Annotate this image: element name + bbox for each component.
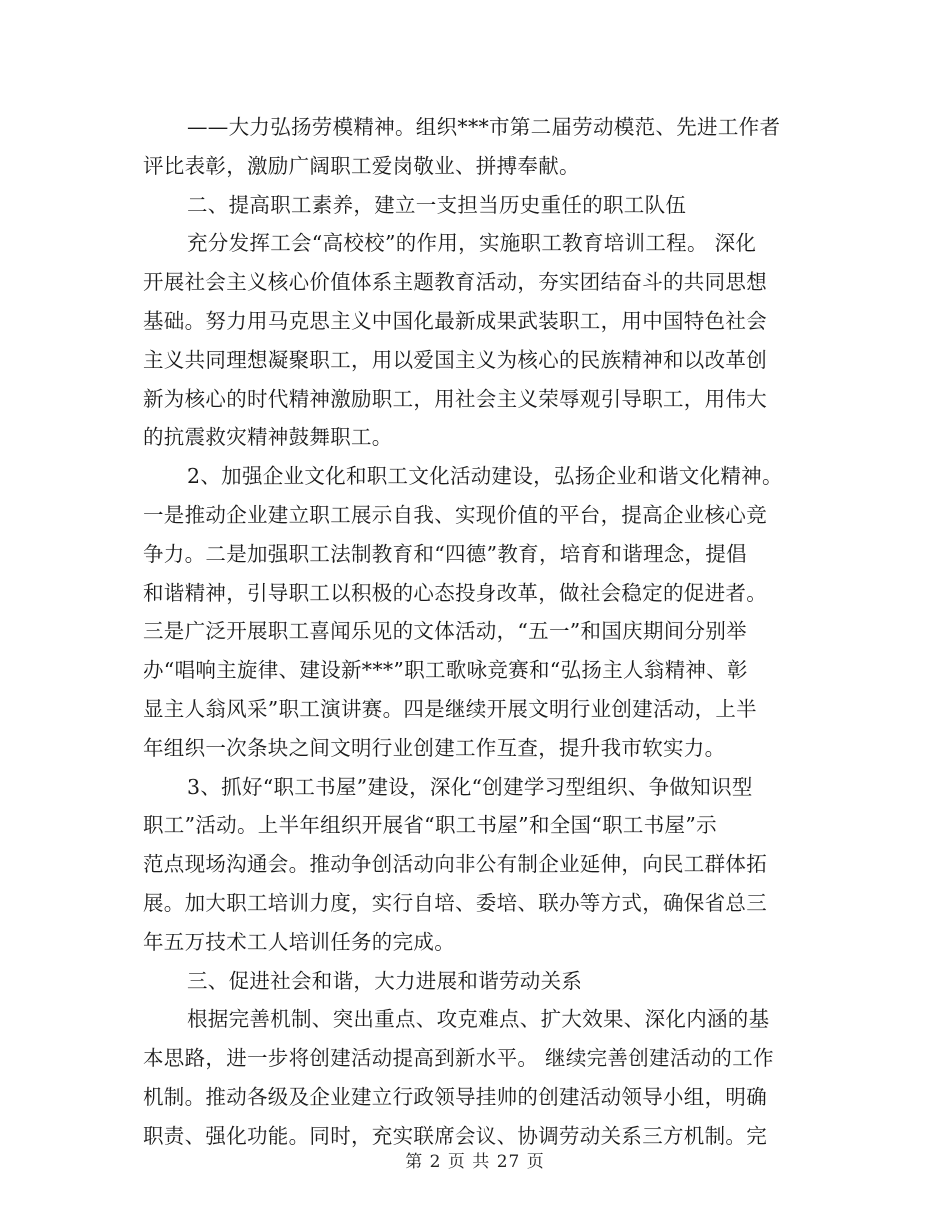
text-line: 根据完善机制、突出重点、攻克难点、扩大效果、深化内涵的基 xyxy=(187,1007,770,1032)
text-line: 本思路，进一步将创建活动提高到新水平。 继续完善创建活动的工作 xyxy=(143,1046,774,1071)
text-line: 三、促进社会和谐，大力进展和谐劳动关系 xyxy=(187,968,583,993)
text-line: 二、提高职工素养，建立一支担当历史重任的职工队伍 xyxy=(187,192,687,217)
text-line: 年五万技术工人培训任务的完成。 xyxy=(143,929,455,954)
text-line: 开展社会主义核心价值体系主题教育活动，夯实团结奋斗的共同思想 xyxy=(143,270,767,295)
text-line: 争力。二是加强职工法制教育和“四德”教育，培育和谐理念，提倡 xyxy=(143,541,747,566)
text-line: 职工”活动。上半年组织开展省“职工书屋”和全国“职工书屋”示 xyxy=(143,813,717,838)
text-line: 显主人翁风采”职工演讲赛。四是继续开展文明行业创建活动，上半 xyxy=(143,696,757,721)
text-line: 新为核心的时代精神激励职工，用社会主义荣辱观引导职工，用伟大 xyxy=(143,386,767,411)
page-number-footer: 第 2 页 共 27 页 xyxy=(405,1152,545,1172)
text-line: 三是广泛开展职工喜闻乐见的文体活动，“五一”和国庆期间分别举 xyxy=(143,619,747,644)
text-line: 职责、强化功能。同时，充实联席会议、协调劳动关系三方机制。完 xyxy=(143,1123,767,1148)
text-line: 办“唱响主旋律、建设新***”职工歌咏竞赛和“弘扬主人翁精神、彰 xyxy=(143,658,748,683)
text-line: 展。加大职工培训力度，实行自培、委培、联办等方式，确保省总三 xyxy=(143,890,767,915)
text-line: 充分发挥工会“高校校”的作用，实施职工教育培训工程。 深化 xyxy=(187,231,757,256)
text-line: 的抗震救灾精神鼓舞职工。 xyxy=(143,425,393,450)
text-line: 机制。推动各级及企业建立行政领导挂帅的创建活动领导小组，明确 xyxy=(143,1084,767,1109)
text-line: 一是推动企业建立职工展示自我、实现价值的平台，提高企业核心竞 xyxy=(143,502,767,527)
text-line: 和谐精神，引导职工以积极的心态投身改革，做社会稳定的促进者。 xyxy=(143,580,767,605)
text-line: 范点现场沟通会。推动争创活动向非公有制企业延伸，向民工群体拓 xyxy=(143,852,767,877)
text-line: 基础。努力用马克思主义中国化最新成果武装职工，用中国特色社会 xyxy=(143,308,767,333)
text-line: 主义共同理想凝聚职工，用以爱国主义为核心的民族精神和以改革创 xyxy=(143,347,767,372)
text-line: 评比表彰，激励广阔职工爱岗敬业、拼搏奉献。 xyxy=(143,153,580,178)
text-line: 年组织一次条块之间文明行业创建工作互查，提升我市软实力。 xyxy=(143,735,726,760)
document-body xyxy=(143,108,807,1156)
text-line: 2、加强企业文化和职工文化活动建设，弘扬企业和谐文化精神。 xyxy=(187,464,783,489)
text-line: 3、抓好“职工书屋”建设，深化“创建学习型组织、争做知识型 xyxy=(187,774,753,799)
text-line: ——大力弘扬劳模精神。组织***市第二届劳动模范、先进工作者 xyxy=(187,115,781,139)
